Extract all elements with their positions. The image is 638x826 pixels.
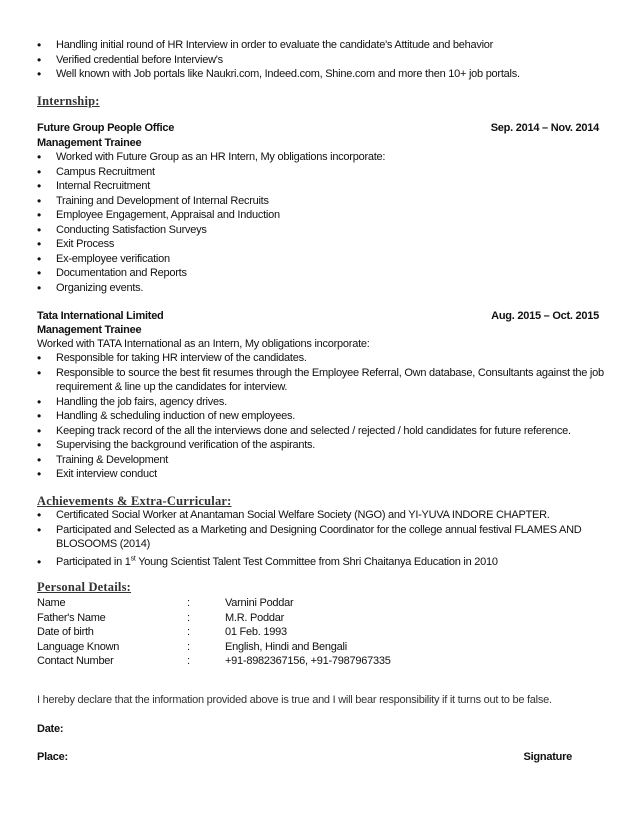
personal-details-heading: Personal Details: (37, 580, 132, 594)
detail-value: Varnini Poddar (225, 597, 294, 609)
job-header-tata (37, 309, 599, 324)
list-item: • Training and Development of Internal Recruits (37, 194, 608, 209)
footer-row (37, 750, 572, 765)
job-duties-list (0, 351, 608, 482)
job-title: Management Trainee (37, 137, 142, 149)
job-title: Management Trainee (37, 324, 142, 336)
list-item: • Responsible to source the best fit resumes through the Employee Referral, Own database, Consultants against the job requirement & line up the candidates for interview. (37, 366, 608, 395)
detail-label: Contact Number (37, 655, 114, 667)
signature-label: Signature (523, 751, 572, 763)
list-item: • Handling & scheduling induction of new employees. (37, 409, 608, 424)
detail-label: Date of birth (37, 626, 94, 638)
personal-details-table (37, 596, 391, 669)
list-item: • Documentation and Reports (37, 266, 608, 281)
list-item: • Ex-employee verification (37, 252, 608, 267)
date-label: Date: (37, 723, 64, 735)
detail-value: M.R. Poddar (225, 611, 284, 624)
list-item: • Exit Process (37, 237, 608, 252)
achievements-heading: Achievements & Extra-Curricular: (37, 494, 232, 508)
job-intro: Worked with TATA International as an Intern, My obligations incorporate: (37, 338, 370, 350)
declaration-text: I hereby declare that the information provided above is true and I will bear responsibility if it turns out to be false. (37, 694, 552, 706)
list-item: • Organizing events. (37, 281, 608, 296)
table-row (37, 654, 391, 669)
list-item: • Certificated Social Worker at Anantaman Social Welfare Society (NGO) and YI-YUVA INDORE CHAPTER. (37, 508, 608, 523)
list-item: • Responsible for taking HR interview of the candidates. (37, 351, 608, 366)
list-item: • Participated in 1st Young Scientist Talent Test Committee from Shri Chaitanya Education in 2010 (37, 555, 608, 570)
job-dates: Sep. 2014 – Nov. 2014 (490, 122, 599, 134)
list-item: • Worked with Future Group as an HR Intern, My obligations incorporate: (37, 150, 608, 165)
job-duties-list (0, 150, 608, 295)
job-header-future-group (37, 121, 599, 136)
list-item: • Supervising the background verification of the aspirants. (37, 438, 608, 453)
list-item: • Handling initial round of HR Interview in order to evaluate the candidate's Attitude and behavior (37, 38, 608, 53)
list-item: • Participated and Selected as a Marketing and Designing Coordinator for the college annual festival FLAMES AND BLOSOOMS (2014) (37, 523, 608, 552)
detail-value: +91-8982367156, +91-7987967335 (225, 655, 391, 667)
detail-separator: : (187, 626, 190, 638)
company-name: Tata International Limited (37, 310, 164, 322)
table-row (37, 596, 391, 611)
list-item: • Campus Recruitment (37, 165, 608, 180)
list-item: • Verified credential before Interview's (37, 53, 608, 68)
list-item: • Employee Engagement, Appraisal and Induction (37, 208, 608, 223)
detail-separator: : (187, 640, 190, 653)
company-name: Future Group People Office (37, 122, 175, 134)
table-row (37, 611, 391, 626)
detail-separator: : (187, 655, 190, 667)
internship-heading: Internship: (37, 94, 100, 108)
place-label: Place: (37, 751, 68, 763)
job-dates: Aug. 2015 – Oct. 2015 (491, 310, 599, 322)
detail-value: 01 Feb. 1993 (225, 626, 287, 638)
responsibilities-list (0, 38, 608, 82)
detail-label: Name (37, 597, 66, 609)
achievements-list (0, 508, 608, 569)
detail-label: Father's Name (37, 611, 106, 624)
detail-separator: : (187, 597, 190, 609)
list-item: • Keeping track record of the all the interviews done and selected / rejected / hold candidates for future reference. (37, 424, 608, 439)
table-row (37, 640, 391, 655)
list-item: • Well known with Job portals like Naukri.com, Indeed.com, Shine.com and more then 10+ job portals. (37, 67, 608, 82)
list-item: • Internal Recruitment (37, 179, 608, 194)
detail-value: English, Hindi and Bengali (225, 640, 347, 653)
list-item: • Exit interview conduct (37, 467, 608, 482)
list-item: • Training & Development (37, 453, 608, 468)
list-item: • Conducting Satisfaction Surveys (37, 223, 608, 238)
list-item: • Handling the job fairs, agency drives. (37, 395, 608, 410)
table-row (37, 625, 391, 640)
detail-separator: : (187, 611, 190, 624)
detail-label: Language Known (37, 640, 120, 653)
